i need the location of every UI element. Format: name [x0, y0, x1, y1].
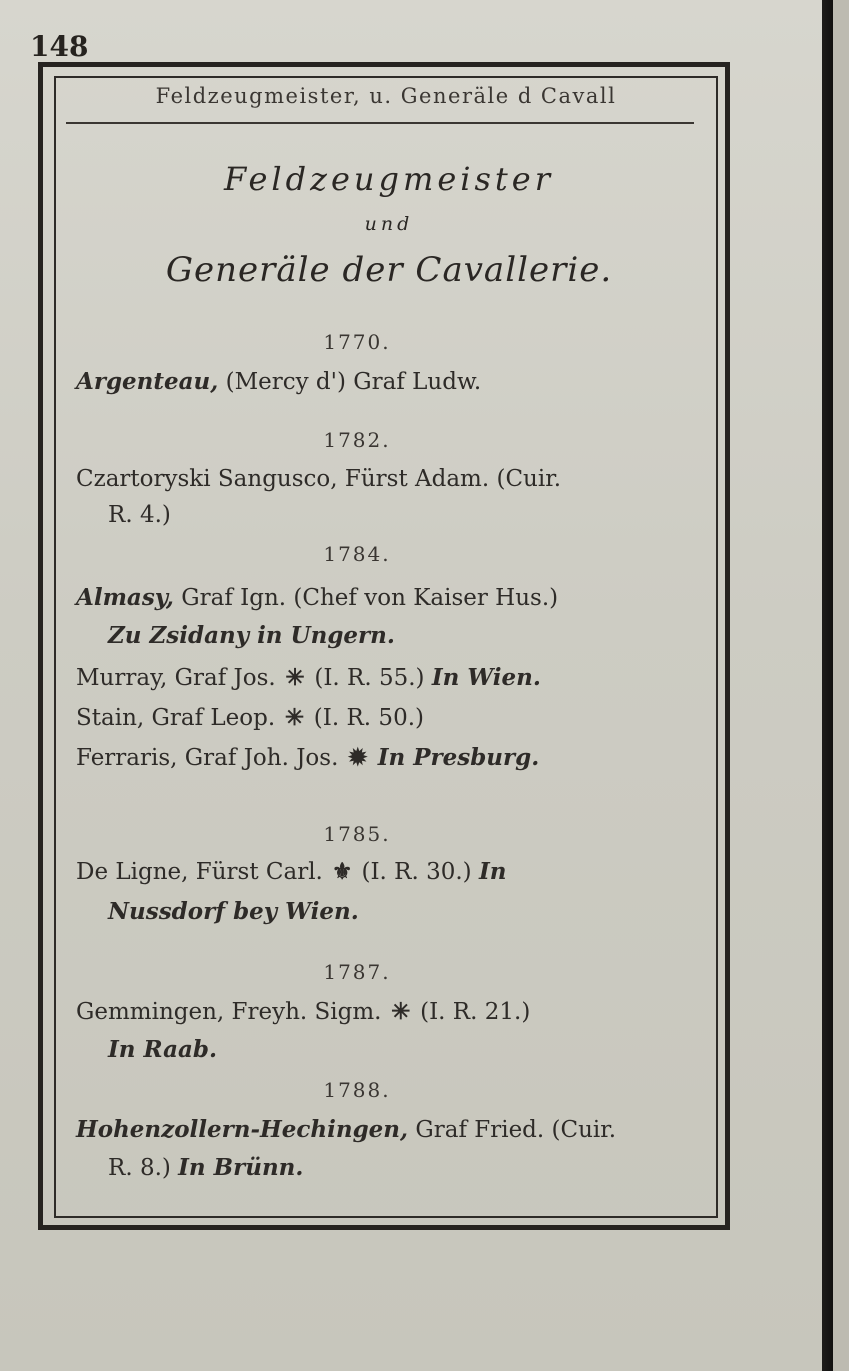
- title-line-2: und: [364, 213, 414, 235]
- entry-almasy: [76, 584, 558, 611]
- order-cross-icon: ✹: [348, 744, 368, 771]
- entry-text: Murray, Graf Jos.: [76, 665, 276, 691]
- order-star-icon: ✳: [284, 704, 305, 731]
- entry-location: In Wien.: [431, 664, 541, 691]
- title-line-1: Feldzeugmeister: [223, 160, 555, 198]
- entry-ferraris: [76, 744, 539, 771]
- entry-stain: [76, 704, 424, 731]
- title-line-3: Generäle der Cavallerie.: [165, 250, 613, 290]
- entry-regiment: (I. R. 50.): [306, 705, 424, 731]
- page-number: 148: [30, 30, 89, 63]
- entry-regiment: (I. R. 21.): [412, 999, 531, 1025]
- entry-name: Hohenzollern-Hechingen,: [76, 1116, 409, 1143]
- entry-location: In Brünn.: [178, 1154, 304, 1181]
- entry-gemmingen-location: In Raab.: [108, 1036, 218, 1063]
- entry-de-ligne: [76, 858, 506, 885]
- entry-argenteau: [76, 368, 481, 395]
- entry-gemmingen: [76, 998, 530, 1025]
- entry-text: (Mercy d') Graf Ludw.: [218, 369, 482, 395]
- entry-text: De Ligne, Fürst Carl.: [76, 859, 323, 885]
- entry-murray: [76, 664, 541, 691]
- year-heading: 1784.: [323, 542, 391, 566]
- entry-czartoryski-cont: R. 4.): [108, 502, 171, 528]
- order-badge-icon: ⚜: [331, 858, 353, 885]
- entry-de-ligne-location: Nussdorf bey Wien.: [108, 898, 359, 925]
- year-heading: 1785.: [323, 822, 391, 846]
- running-head-rule: [66, 122, 694, 124]
- year-heading: 1782.: [323, 428, 391, 452]
- entry-location: In: [478, 858, 507, 885]
- entry-text: Ferraris, Graf Joh. Jos.: [76, 745, 339, 771]
- entry-hohenzollern: [76, 1116, 616, 1143]
- next-page-edge: [833, 0, 849, 1371]
- entry-regiment: (I. R. 55.): [307, 665, 432, 691]
- running-head: Feldzeugmeister, u. Generäle d Cavall: [155, 84, 617, 108]
- entry-regiment: (I. R. 30.): [354, 859, 479, 885]
- order-star-icon: ✳: [391, 998, 411, 1025]
- entry-text: Stain, Graf Leop.: [76, 705, 276, 731]
- entry-name: Almasy,: [76, 584, 174, 611]
- entry-almasy-location: Zu Zsidany in Ungern.: [108, 622, 395, 649]
- entry-regiment: R. 8.): [108, 1155, 179, 1181]
- entry-text: Graf Fried. (Cuir.: [408, 1117, 617, 1143]
- year-heading: 1788.: [323, 1078, 391, 1102]
- entry-name: Argenteau,: [76, 368, 219, 395]
- order-star-icon: ✳: [285, 664, 305, 691]
- entry-hohenzollern-cont: [108, 1154, 303, 1181]
- entry-czartoryski: Czartoryski Sangusco, Fürst Adam. (Cuir.: [76, 466, 561, 492]
- year-heading: 1770.: [323, 330, 391, 354]
- entry-text: Gemmingen, Freyh. Sigm.: [76, 999, 382, 1025]
- entry-text: Graf Ign. (Chef von Kaiser Hus.): [173, 585, 559, 611]
- entry-location: In Presburg.: [369, 744, 540, 771]
- year-heading: 1787.: [323, 960, 391, 984]
